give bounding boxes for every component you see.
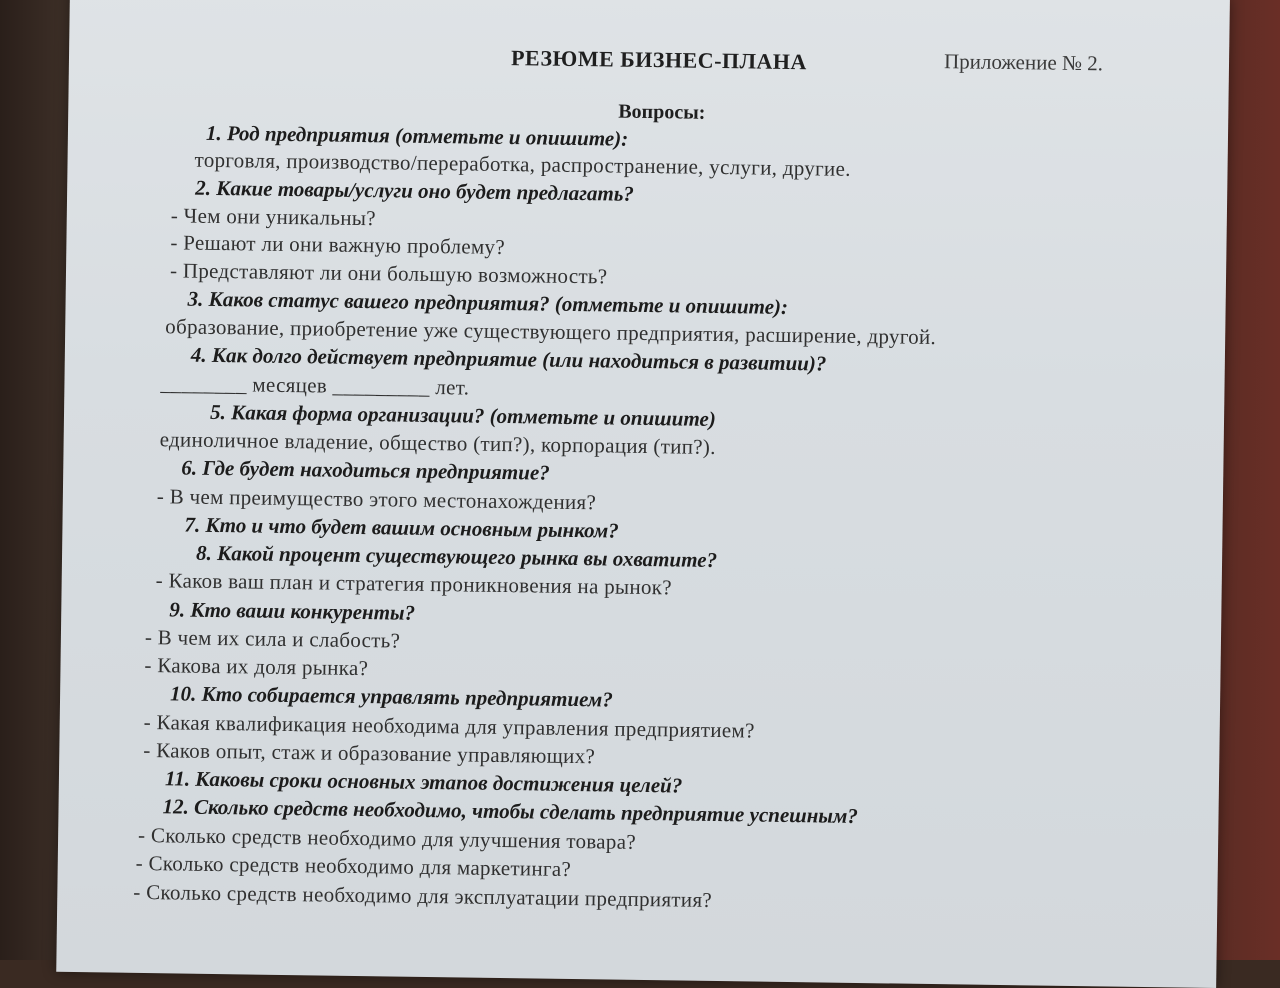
paper-sheet — [56, 0, 1230, 988]
answer-line: единоличное владение, общество (тип?), корпорация (тип?). — [159, 427, 716, 459]
question-line: 12. Сколько средств необходимо, чтобы сделать предприятие успешным? — [162, 794, 859, 828]
answer-line: - В чем их сила и слабость? — [144, 625, 401, 653]
answer-line: - Какая квалификация необходима для управления предприятием? — [143, 710, 755, 743]
answer-line: - Сколько средств необходимо для улучшения товара? — [137, 822, 637, 854]
question-line: 5. Какая форма организации? (отметьте и опишите) — [209, 399, 716, 431]
answer-line: - Какова их доля рынка? — [144, 653, 369, 681]
question-line: 8. Какой процент существующего рынка вы охватите? — [195, 540, 718, 572]
question-line: 7. Кто и что будет вашим основным рынком? — [184, 512, 619, 543]
answer-line: ________ месяцев _________ лет. — [160, 371, 470, 400]
appendix-label: Приложение № 2. — [943, 49, 1104, 76]
answer-line: - Каков опыт, стаж и образование управляющих? — [143, 738, 596, 769]
answer-line: - В чем преимущество этого местонахождения? — [156, 484, 597, 515]
question-line: 6. Где будет находиться предприятие? — [181, 455, 550, 485]
question-line: 4. Как долго действует предприятие (или находиться в развитии)? — [190, 342, 827, 376]
answer-line: образование, приобретение уже существующего предприятия, расширение, другой. — [165, 314, 937, 350]
question-list — [56, 0, 1230, 988]
answer-line: - Чем они уникальны? — [170, 203, 377, 231]
question-line: 1. Род предприятия (отметьте и опишите): — [205, 120, 629, 151]
answer-line: - Решают ли они важную проблему? — [170, 230, 506, 259]
question-line: 11. Каковы сроки основных этапов достижения целей? — [164, 766, 683, 798]
question-line: 2. Какие товары/услуги оно будет предлагать? — [195, 175, 635, 206]
answer-line: - Каков ваш план и стратегия проникновения на рынок? — [155, 568, 673, 600]
answer-line: - Представляют ли они большую возможность? — [169, 258, 608, 289]
answer-line: торговля, производство/переработка, распространение, услуги, другие. — [194, 147, 851, 181]
answer-line: - Сколько средств необходимо для маркетинга? — [135, 850, 572, 881]
answer-line: - Сколько средств необходимо для эксплуатации предприятия? — [133, 879, 713, 912]
question-line: 10. Кто собирается управлять предприятием? — [169, 681, 613, 712]
question-line: 9. Кто ваши конкуренты? — [169, 597, 416, 625]
questions-heading: Вопросы: — [618, 100, 706, 124]
document-title: РЕЗЮМЕ БИЗНЕС-ПЛАНА — [510, 45, 808, 75]
question-line: 3. Каков статус вашего предприятия? (отметьте и опишите): — [187, 286, 789, 319]
